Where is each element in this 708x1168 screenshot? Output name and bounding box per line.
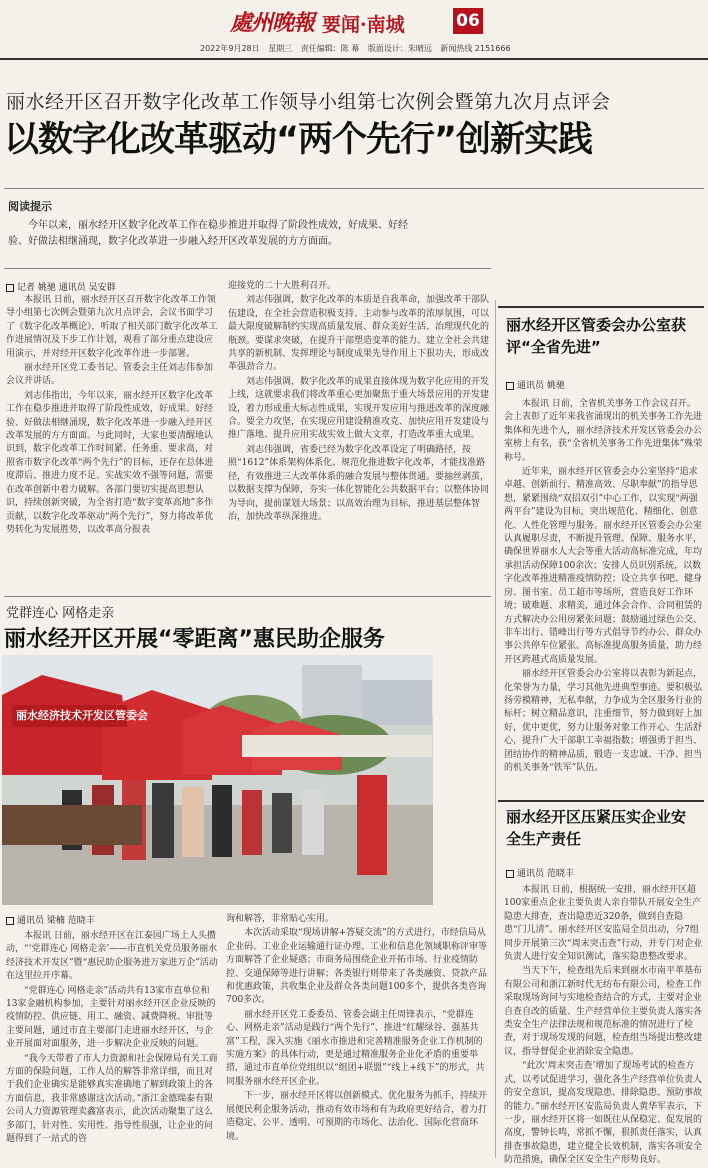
intro-body: 今年以来，丽水经开区数字化改革工作在稳步推进并取得了阶段性成效，好成果、好经验、好做法相继涌现，数字化改革进一步融入经开区改革发展的方方面面。 [8, 220, 408, 247]
section-title: 要闻·南城 [322, 14, 405, 36]
divider [4, 188, 704, 189]
editor-credit: 责任编辑：陈 幕 [300, 44, 360, 53]
article1-byline [6, 280, 116, 293]
masthead-info [200, 43, 517, 54]
divider [4, 596, 491, 597]
paragraph: 丽水经开区党工委书记、管委会主任刘志伟参加会议并讲话。 [6, 363, 214, 387]
paragraph: 下一步，丽水经开区将以创新模式、优化服务为抓手，持续开展便民利企服务活动，推动有效市场和有为政府更好结合，着力打造稳定、公平、透明、可预期的市场化、法治化、国际化营商环境。 [226, 1091, 488, 1142]
column-divider [495, 300, 496, 1158]
paragraph: 刘志伟强调，数字化改革的成果直接体现为数字化应用的开发上线，这就要求我们将改革重心更加聚焦于重大场景应用的开发建设，着力形成重大标志性成果，实现开发应用与推进改革的深度融合。要全力攻坚，在实现应用建设精准攻克、加快应用开发建设与推广落地、提升应用实战实效上做大文章，打造改革重大成果。 [228, 376, 490, 441]
article4-byline [506, 866, 574, 879]
intro-title: 阅读提示 [8, 200, 52, 213]
paragraph: “我今天带着了市人力资源和社会保障局有关工商方面的保险问题，工作人员的解答非常详细，而且对于我们企业确实是能够真实准确地了解到政策上的各方面信息，我非常感谢这次活动。”浙江金德瑞泰有限公司人力资源管理卖鑫富表示，此次活动聚集了这么多部门，针对性、实用性、指导性很强，让企业的问题得到了一站式的咨 [6, 1053, 218, 1145]
paragraph: 刘志伟强调，数字化改革的本质是自我革命，加强改革干部队伍建设，在全社会营造积极支持、主动参与改革的浓厚氛围，可以最大限度破解制约实现高质量发展、群众美好生活、治理现代化的瓶颈。要谋求突破，在提升干部塑造变革的能力、建立全社会共建共享的新机制、发挥理论与制度成果先导作用上下狠功夫，形成改革强劲合力。 [228, 295, 490, 373]
article4-headline: 丽水经开区压紧压实企业安全生产责任 [506, 808, 687, 848]
article3-byline [506, 378, 565, 391]
divider [498, 306, 704, 308]
paragraph: 本报讯 日前，根据统一安排，丽水经开区超100家重点企业主要负责人亲自带队开展安全生产隐患大排查，查出隐患近320条，做到自查隐患“门儿清”。丽水经开区安监局全员出动，分7组同步开展第三次“周末突击查”行动，并专门对企业负责人进行安全知识测试，落实隐患整改要求。 [504, 885, 703, 963]
article1-headline: 以数字化改革驱动“两个先行”创新实践 [4, 120, 593, 160]
paragraph: 刘志伟强调，省委已经为数字化改革设定了明确路径，按照“1612”体系架构体系化、规范化推进数字化改革，才能找准路径，有效推进三大改革体系的融合发展与整体贯通。要抽丝剥茧，以数据支撑为保障，夯实一体化智能化公共数据平台；以整体协同为导向，提前谋划大场景；以高效治理为目标，推进基层整体智治，加快改革纵深推进。 [228, 444, 490, 522]
article3-body [504, 398, 704, 780]
article4-body [504, 884, 704, 1166]
article2-kicker: 党群连心 网格走亲 [6, 606, 115, 621]
paragraph: 本报讯 日前，丽水经开区在江泰园广场上人头攒动，“‘党群连心 网格走亲’——市直机关党员服务丽水经济技术开发区”暨“惠民助企服务进万家进万企”活动在这里拉开序幕。 [6, 931, 218, 982]
byline-text: 通讯员 范晓丰 [517, 869, 574, 879]
paragraph: 迎接党的二十大胜利召开。 [228, 281, 337, 291]
article2-column-1 [6, 930, 218, 1158]
designer-credit: 版面设计：朱晴远 [367, 44, 432, 53]
byline-box-icon [6, 284, 14, 292]
event-photo-illustration [2, 655, 433, 905]
paragraph: 本报讯 日前，丽水经开区召开数字化改革工作领导小组第七次例会暨第九次月点评会，会议书面学习了《数字化改革概论》，听取了相关部门数字化改革工作进展情况及下步工作计划，观看了部分重点建设应用演示，并对经开区数字化改革作进一步部署。 [6, 295, 218, 359]
paragraph: 丽水经开区党工委委员、管委会副主任周锋表示，“党群连心、网格走亲”活动是践行“两个先行”、推进“红耀绿谷、强基共富”工程，深入实施《丽水市推进和完善精准服务企业工作机制的实施方案》的具体行动，更是通过精准服务企业化矛盾的重要举措，通过市直单位党组织以“组团+联盟”“线上+线下”的形式，共同服务丽水经开区企业。 [226, 1009, 485, 1087]
article1-column-2 [228, 280, 490, 590]
paragraph: 本次活动采取“现场讲解+答疑交流”的方式进行，市经信局从企业码、工业企业运输通行证办理、工业和信息化领域职称评审等方面解答了企业疑惑；市商务局围绕企业开拓市场、行业疫情防控、交通保障等进行讲解；各类银行则带来了各类融资、贷款产品和优惠政策，共收集企业及群众各类问题100多个，提供各类咨询700多次。 [226, 928, 488, 1006]
divider [4, 268, 491, 269]
byline-text: 通讯员 梁楠 范晓丰 [17, 916, 95, 926]
paragraph: “此次‘周末突击查’增加了现场考试的检查方式，以考试促进学习，强化各生产经营单位负责人的安全意识，提高发现隐患、排除隐患、预防事故的能力。”丽水经开区安监局负责人黄华军表示，下一步，丽水经开区将一如既往从保稳定、促发展的高度，警钟长鸣，常抓不懈，狠抓责任落实，认真排查事故隐患，建立健全长效机制，落实各项安全防范措施，确保全区安全生产形势良好。 [504, 1061, 703, 1166]
divider [498, 800, 704, 802]
paragraph: 近年来，丽水经开区管委会办公室坚持“追求卓越、创新前行、精准高效、尽职奉献”的指导思想，紧紧围绕“双招双引”中心工作，以实现“两强两平台”建设为目标，突出规范化、精细化、创意化、人性化管理与服务。丽水经开区管委会办公室认真履职尽责，不断提升管理、保障、服务水平，确保世界丽水人大会等重大活动高标准完成，年均承担活动保障100余次；安排人员识别系统，以数字化改革推进精准疫情防控；设立共享书吧、健身房、图书室、员工超市等场所，营造良好工作环境；破难题、求精美，通过体会合作、合同租赁的方式解决办公用房紧张问题；鼓励通过绿色公交、非车出行、错峰出行等方式倡导节约办公、群众办事公共停车位紧张。高标准提高服务质量，助力经开区跨越式高质量发展。 [504, 467, 703, 665]
event-photo [2, 655, 433, 905]
byline-text: 通讯员 姚驰 [517, 381, 565, 391]
byline-box-icon [506, 870, 514, 878]
article1-kicker: 丽水经开区召开数字化改革工作领导小组第七次例会暨第九次月点评会 [6, 91, 611, 113]
photo-banner-text: 丽水经济技术开发区管委会 [16, 709, 148, 722]
issue-weekday: 星期三 [268, 44, 293, 53]
byline-box-icon [6, 917, 14, 925]
article2-byline [6, 913, 95, 926]
issue-date: 2022年9月28日 [200, 44, 260, 53]
paragraph: 刘志伟指出，今年以来，丽水经开区数字化改革工作在稳步推进并取得了阶段性成效，好成果、好经验、好做法相继涌现，数字化改革进一步融入经开区改革发展的方方面面。与此同时，大家也要清醒地认识到，数字化改革工作时间紧、任务重、要求高，对照省市数字化改革“两个先行”的目标，还存在总体进度滞后、推进力度不足、实战实效不强等问题，需要在改革创新中着力破解。各部门要切实提高思想认识，持续创新突破，为全省打造“数字变革高地”多作贡献，以数字化改革驱动“两个先行”，努力将改革优势转化为发展胜势，以改革高分报表 [6, 390, 214, 535]
paragraph: 当天下午，检查组先后来到丽水市南平革基布有限公司和浙江新时代无纺布有限公司，检查工作采取现场询问与实地检查结合的方式，主要对企业自查自改的质量、生产经营单位主要负责人落实各类安全生产法律法规和规范标准的情况进行了检查，对于现场发现的问题，检查组当场提出整改建议，指导督促企业消除安全隐患。 [504, 966, 703, 1057]
article2-headline: 丽水经开区开展“零距离”惠民助企服务 [4, 627, 385, 652]
paragraph: “党群连心 网格走亲”活动共有13家市直单位和13家金融机构参加，主要针对丽水经开区企业反映的疫情防控、供应链、用工、融资、减费降税、审批等主要问题，通过市直主要部门走进丽水经开区，与企业开展面对面服务，进一步解决企业反映的问题。 [6, 985, 216, 1050]
news-hotline: 新闻热线 2151666 [440, 44, 511, 53]
newspaper-logo: 處州晚報 [230, 10, 315, 36]
paragraph: 询和解答，非常贴心实用。 [226, 914, 335, 924]
article1-column-1 [6, 294, 220, 590]
byline-box-icon [506, 382, 514, 390]
paragraph: 丽水经开区管委会办公室将以表彰为新起点，化荣誉为力量，学习其他先进典型事迹。要积极弘扬劳模精神，无私奉献，力争成为全区服务行业的标杆；树立精品意识，注重细节，努力做到好上加好，优中更优，努力让服务对象工作开心、生活舒心，提升广大干部职工幸福指数；增强勇于担当、团结协作的精神品质，锻造一支忠诚、干净、担当的机关事务“铁军”队伍。 [504, 669, 703, 773]
article3-headline: 丽水经开区管委会办公室获评“全省先进” [506, 316, 687, 356]
byline-text: 记者 姚驰 通讯员 吴安群 [17, 283, 116, 293]
page-number-badge: 06 [453, 8, 483, 34]
masthead-rule [0, 58, 708, 60]
article2-column-2 [226, 913, 488, 1158]
paragraph: 本报讯 日前，全省机关事务工作会议召开。会上表彰了近年来我省涌现出的机关事务工作先进集体和先进个人，丽水经济技术开发区管委会办公室榜上有名，获“全省机关事务工作先进集体”殊荣称号。 [504, 399, 703, 463]
